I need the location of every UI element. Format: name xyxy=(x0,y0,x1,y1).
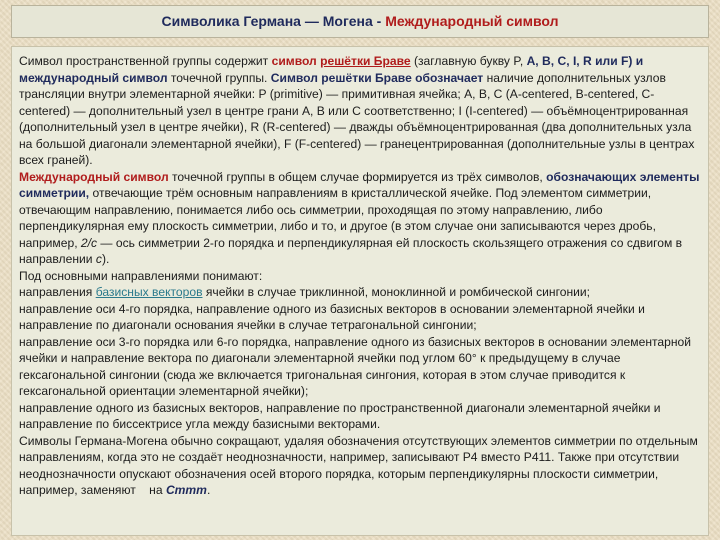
example-2c: 2/c xyxy=(80,235,98,250)
text: на xyxy=(149,483,166,497)
text: направления xyxy=(19,285,96,299)
term-letters: A, B, C, I, R или F) и международный символ xyxy=(19,54,644,85)
paragraph-tetragonal: направление оси 4-го порядка, направление одного из базисных векторов в основании элементарной ячейки и направление по диагонали основания ячейки в случае тетрагональной сингонии; xyxy=(19,301,645,332)
title-text: Символика Германа — Могена - xyxy=(161,13,386,29)
text: . xyxy=(206,483,211,497)
text: ). xyxy=(101,252,110,266)
text: отвечающие трём основным направлениям в кристаллической ячейке. Под элементом симметрии, отвечающим направлению, понимается либо ось симметрии, проходящая по этому направлению, либо перпендикулярная ему плоскость симметрии, либо и то, и другое (в этом случае они записываются через дробь, например, xyxy=(19,186,656,250)
text: Символ пространственной группы содержит xyxy=(19,54,272,68)
slide xyxy=(11,5,709,536)
paragraph-abbreviation xyxy=(19,433,701,499)
paragraph-directions-intro: Под основными направлениями понимают: xyxy=(19,268,263,283)
paragraph-international-symbol xyxy=(19,169,701,268)
example-cmmm: Cmmm xyxy=(165,483,207,497)
link-basis-vectors[interactable]: базисных векторов xyxy=(95,285,203,299)
example-c: c xyxy=(95,252,102,266)
paragraph-bravais xyxy=(19,53,701,169)
text: наличие дополнительных узлов трансляции внутри элементарной ячейки: P (primitive) — примитивная ячейка; A, B, C (A-centered, B-centered, C-centered) — дополнительный узел в центре грани A, B или C соответственно; I (I-centered) — объёмноцентрированная (дополнительный узел в центре ячейки), R (R-centered) — дважды объёмноцентрированная (два дополнительных узла на большой диагонали элементарной ячейки), F (F-centered) — гранецентрированная (дополнительные узлы в центрах всех граней). xyxy=(19,70,695,167)
term-symmetry-elements: обозначающих элементы симметрии, xyxy=(19,169,700,200)
term-bravais-symbol: Символ решётки Браве обозначает xyxy=(270,70,484,85)
content-box xyxy=(11,46,709,536)
title-highlight: Международный символ xyxy=(385,13,559,29)
paragraph-triclinic xyxy=(19,284,701,301)
text: Символы Германа-Могена обычно сокращают, удаляя обозначения отсутствующих элементов симметрии по отдельным направлениям, когда это не создаёт неоднозначности, например, записывают P4 вместо P411. Также при отсутствии неоднозначности опускают обозначения осей второго порядка, которым перпендикулярны плоскости симметрии, например, заменяют xyxy=(19,433,698,497)
term-symbol: символ xyxy=(271,54,321,68)
text: (заглавную букву P, xyxy=(410,54,527,68)
text: — ось симметрии 2-го порядка и перпендикулярная ей плоскость скользящего отражения со сдвигом в направлении xyxy=(19,235,683,266)
link-bravais-lattice[interactable]: решётки Браве xyxy=(320,54,411,68)
text: точечной группы. xyxy=(167,70,271,85)
text: точечной группы в общем случае формируется из трёх символов, xyxy=(168,169,547,184)
text: ячейки в случае триклинной, моноклинной и ромбической сингонии; xyxy=(202,285,591,299)
paragraph-hexagonal: направление оси 3-го порядка или 6-го порядка, направление одного из базисных векторов в основании элементарной ячейки и направление вектора по диагонали элементарной ячейки под углом 60° к предыдущему в случае гексагональной сингонии (сюда же включается тригональная сингония, которая в этом случае приводится к гексагональной ориентации элементарной ячейки); xyxy=(19,334,692,398)
term-international-symbol: Международный символ xyxy=(19,169,169,184)
paragraph-cubic: направление одного из базисных векторов, направление по пространственной диагонали элементарной ячейки и направление по биссектрисе угла между базисными векторами. xyxy=(19,400,661,431)
page-title xyxy=(11,5,709,38)
